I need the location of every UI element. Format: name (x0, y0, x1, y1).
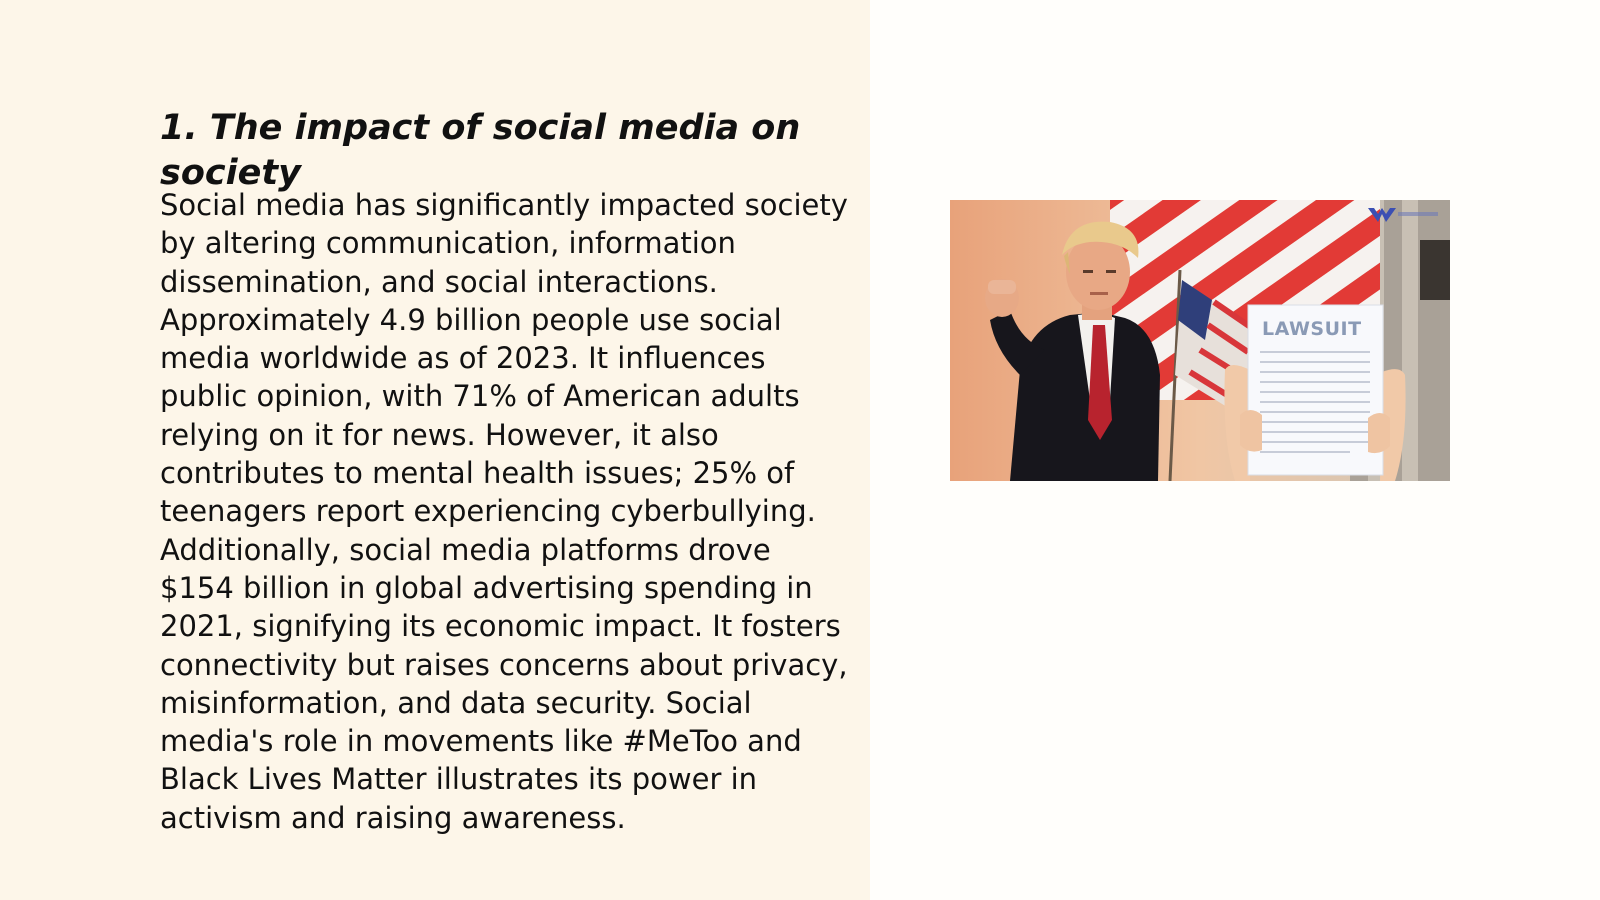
lawsuit-document (1224, 305, 1405, 481)
slide-body-text: Social media has significantly impacted society by altering communication, information dissemination, and social interactions. Approximately 4.9 billion people use social media worldwide as of 2023. It influences public opinion, with 71% of American adults relying on it for news. However, it also contributes to mental health issues; 25% of teenagers report experiencing cyberbullying. Additionally, social media platforms drove $154 billion in global advertising spending in 2021, signifying its economic impact. It fosters connectivity but raises concerns about privacy, misinformation, and data security. Social media's role in movements like #MeToo and Black Lives Matter illustrates its power in activism and raising awareness. (160, 188, 848, 835)
slide-title: 1. The impact of social media on society (160, 108, 801, 193)
news-photo-illustration (950, 200, 1450, 481)
news-photo (950, 200, 1450, 481)
lawsuit-document-label: LAWSUIT (1262, 318, 1362, 340)
